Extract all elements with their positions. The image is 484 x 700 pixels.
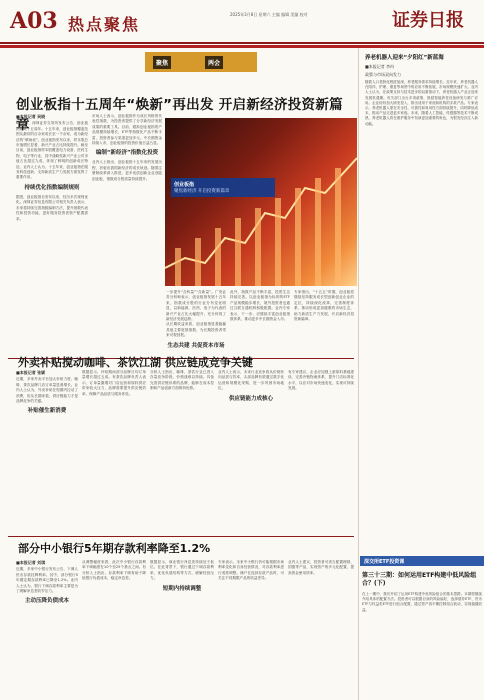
- main-content: [0, 48, 354, 700]
- story3-headline: 部分中小银行5年期存款利率降至1.2%: [18, 542, 211, 555]
- story3-subhead: 主动压降负债成本: [24, 598, 69, 605]
- story3-byline: ■本报记者 刘琪: [16, 560, 46, 565]
- story3-col2: [82, 560, 146, 698]
- issue-meta: 2025年3月8日 星期六 主编 编辑 美编 校对: [230, 12, 308, 17]
- story2-col5-text: 有专家建议，企业应加强上游原料基地建设，完善冷链物流体系，提升门店标准化水平，以应对市场快速变化，实现可持续发展。: [288, 370, 354, 391]
- story1-col3-text: 一步提升“含科量”“含新量”。广发证券分析师表示，创业板指发展十五年来，指数成分股的行业分布变化明显，以新能源、医药、电子为代表的新兴产业占比大幅提升，充分体现了新经济发展趋势。: [166, 290, 226, 322]
- photo-caption-line2: 聚焦新经济 开启投资新篇章: [174, 189, 230, 194]
- page-header: [0, 0, 484, 44]
- story2-byline: ■本报记者 张颖: [16, 370, 46, 375]
- story3-col4-text: 专家表示，未来中小银行仍可能根据市场利率变化和自身经营情况，对存款利率进行适度调整。储户在选择存款产品时，可关注不同期限产品的收益差异。: [218, 560, 284, 581]
- story2-col3: [150, 370, 214, 530]
- photo-caption-line1: 创业板指: [174, 182, 195, 188]
- story1-byline: ■本报记者 吴晓: [16, 114, 46, 119]
- story2-col4: [218, 370, 284, 530]
- chart-graphic: [165, 118, 357, 286]
- story1-col1b-text: 据悉，创业板指自发布以来，经历多次规则优化。深圳证券信息有限公司相关负责人表示，未来将持续完善指数编制方法，提升指数代表性和投资功能，更好服务投资者资产配置需求。: [16, 194, 88, 221]
- sidebar-title-2: 第三十三期：如何运用ETF构建中低风险组合？(下): [362, 572, 477, 587]
- sidebar-title-1: 养老机器人迎来“夕阳红”新蓝海: [365, 55, 444, 61]
- story3-subhead-b: 短期内持续调整: [162, 585, 202, 592]
- story1-subhead-2: 编制“新经济”指数化投资: [95, 150, 159, 157]
- story2-col4-text: 业内人士表示，未来行业竞争将从价格转向品质与效率，头部品牌有望通过数字化运营和规模化采购，进一步巩固市场地位。: [218, 370, 284, 391]
- sidebar-text-2: 在上一期中，我们介绍了运用ETF构建中低风险组合的基本思路。本期将继续介绍具体的配置方法。投资者可以根据自身的风险偏好，选择债券ETF、货币ETF与权益类ETF进行组合配置，通过资产再平衡控制组合波动，实现稳健收益。: [362, 592, 482, 612]
- story2-headline: 外卖补贴搅动咖啡、茶饮江湖 供应链成竞争关键: [18, 356, 253, 369]
- story3-col2-text: 从调整幅度来看，此次中小银行存款利率下调幅度在10个至25个基点之间。有分析人士指出，存款利率下调有助于降低银行负债成本，稳定净息差。: [82, 560, 146, 581]
- sidebar-text-1: 随着人口老龄化程度加深，养老服务需求持续增长。近年来，养老机器人在陪伴、护理、康复等场景中的应用不断拓展，市场规模快速扩大。业内人士认为，在政策支持与技术进步的双重推动下，养老机器人产业正迎来发展机遇期。有关部门出台多项政策，鼓励智能养老设备研发与推广应用。企业纷纷加大研发投入，推出适用于家庭和机构的多款产品。专家表示，养老机器人需在安全性、可靠性和易用性方面持续提升，同时降低成本，推动产品走进更多家庭。未来，随着人工智能、传感器等技术不断成熟，养老机器人将在照护服务中扮演更加重要的角色，为银发经济注入新动能。: [365, 80, 478, 126]
- newspaper-logo: 证券日报: [392, 10, 464, 31]
- story1-col3b-text: 从长期收益来看，创业板指显著跑赢其他主要宽基指数，为长期投资者带来可观回报。: [166, 322, 226, 338]
- banner-tag-b: 两会: [205, 56, 223, 69]
- story1-subhead-1: 持续优化指数编制规则: [24, 184, 80, 191]
- story3-col3-text: 数据显示，商业银行净息差持续处于低位。在此背景下，银行通过下调存款利率、优化负债结构等方式，缓解经营压力。: [150, 560, 214, 581]
- story1-col5-text: 专家指出，“十五五”时期，创业板将继续坚持服务成长型创新创业企业的定位，持续深化改革，完善制度体系，推动形成更加健康的市场生态，助力新质生产力发展，开启新经济投资新篇章。: [294, 290, 354, 322]
- story1-col1: [16, 114, 88, 382]
- story1-col1-text: 6月3日，深圳证券交易所发布公告，创业板指迎来十五周年。十五年来，创业板指覆盖范围从最初的百余家成长至一千余家，成为新经济的“晴雨表”。创业板指发布以来，样本股总市值增长显著，新兴产业占比持续提升。截至目前，创业板指样本股覆盖电力设备、医药生物、电子等行业，其中战略性新兴产业公司市值占比超过九成，体现了鲜明的创新成长特征。业内人士认为，十五年来，创业板指在服务科技创新、支持新质生产力发展方面发挥了重要作用。: [16, 121, 88, 180]
- story2-subhead: 补贴催生新消费: [27, 408, 67, 415]
- banner-tag-a: 聚焦: [153, 56, 171, 69]
- story2-col5: [288, 370, 354, 530]
- story2-col2-text: 数据显示，补贴期间部分品牌日均订单量增长超过五成。有茶饮品牌负责人表示，订单量激增对门店运营和原料供应带来较大压力，品牌需要提升供应链效率，保障产品品质与服务体验。: [82, 370, 146, 396]
- photo-caption: [171, 178, 275, 197]
- story1-subhead-3: 生态共建 共促资本市场: [167, 342, 225, 349]
- story1-col2b-text: 业内人士指出，创业板指十五年来的发展历程，折射出我国新经济的成长轨迹。随着注册制改革深入推进，更多优质创新企业登陆创业板，指数成分股质量持续提升。: [92, 160, 162, 181]
- story2-col1-text: 近期，多家外卖平台加大补贴力度，咖啡、茶饮品牌门店订单量显著增长。业内人士认为，外卖补贴在短期内拉动了消费，但从长期来看，供应链能力才是品牌竞争的关键。: [16, 377, 78, 404]
- story2-col2: [82, 370, 146, 530]
- story-divider-2: [8, 536, 354, 537]
- lead-headline: 创业板指十五周年“焕新”再出发 开启新经济投资新篇章: [16, 97, 343, 133]
- story3-col1: [16, 560, 78, 698]
- story3-col4: [218, 560, 284, 698]
- story2-col3-text: 分析人士指出，咖啡、茶饮行业已进入存量竞争阶段，价格战难以持续。具备完善供应链体系的品牌，能够在成本控制和产品创新方面保持优势。: [150, 370, 214, 391]
- sidebar-byline-1: ■本报记者 李冉: [365, 64, 395, 69]
- story3-col3: [150, 560, 214, 698]
- story1-col2-text: 市场人士表示，创业板指作为成长风格的代表性指数，为投资者提供了分享新经济发展成果的重要工具。目前，跟踪创业板指的产品规模持续增长，ETF等指数化产品不断丰富，投资者参与渠道更加多元。中长期资金持续入市，创业板指的投资价值日益凸显。: [92, 114, 162, 146]
- topic-banner: [145, 52, 257, 72]
- sidebar-column-label-text: 深交所ETF投资课: [364, 559, 405, 565]
- story3-col1-text: 近期，多家中小银行发布公告，下调人民币存款挂牌利率。其中，部分银行5年期定期存款利率已降至1.2%。业内人士认为，银行下调存款利率主要是为了缓解净息差收窄压力。: [16, 567, 78, 594]
- story2-subhead-b: 供应链能力成核心: [228, 395, 273, 402]
- story1-col4-text: 此外，指数产品不断丰富，投资生态持续完善。以创业板指为标的的ETF产品规模稳步增长，境外投资者也通过互联互通机制积极配置。业内专家表示，下一步，应继续丰富创业板指数体系，推动更多中长期资金入市。: [230, 290, 290, 322]
- section-title: 热点聚焦: [68, 15, 141, 34]
- story3-col5-text: 业内人士建议，投资者可适当配置理财、国债等产品，实现资产的多元化配置，提高资金使用效率。: [288, 560, 354, 575]
- page-number: A03: [10, 8, 58, 34]
- sidebar-subtitle-1: 政策与市场双向发力: [365, 72, 401, 77]
- story2-col1: [16, 370, 78, 530]
- story3-col5: [288, 560, 354, 698]
- story1-col2: [92, 114, 162, 382]
- sidebar-column-label: [360, 556, 484, 566]
- lead-photo: [165, 118, 357, 286]
